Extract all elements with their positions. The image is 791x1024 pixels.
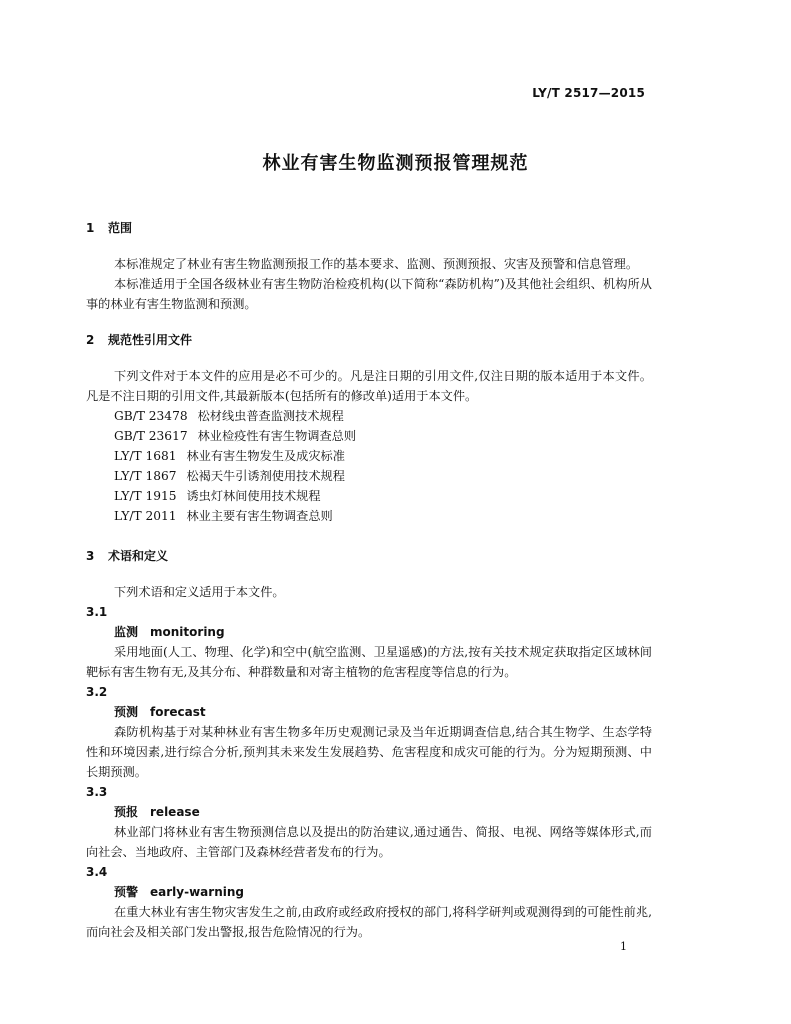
reference-item: [86, 506, 652, 526]
term-definition: 森防机构基于对某种林业有害生物多年历史观测记录及当年近期调查信息,结合其生物学、生态学特性和环境因素,进行综合分析,预判其未来发生发展趋势、危害程度和成灾可能的行为。分为短期预测、中长期预测。: [86, 725, 652, 779]
paragraph: 下列术语和定义适用于本文件。: [114, 585, 285, 599]
reference-title: 林业主要有害生物调查总则: [186, 509, 333, 523]
document-title: 林业有害生物监测预报管理规范: [262, 153, 529, 174]
term-en: early-warning: [150, 885, 244, 899]
reference-title: 林业有害生物发生及成灾标准: [186, 449, 345, 463]
term-en: forecast: [150, 705, 206, 719]
paragraph: 下列文件对于本文件的应用是必不可少的。凡是注日期的引用文件,仅注日期的版本适用于本文件。凡是不注日期的引用文件,其最新版本(包括所有的修改单)适用于本文件。: [86, 369, 652, 403]
page-number: 1: [620, 940, 627, 953]
reference-title: 林业检疫性有害生物调查总则: [197, 429, 357, 443]
section-heading-terms-definitions: [86, 546, 652, 566]
term-zh: 预警: [114, 885, 139, 899]
term-definition: 采用地面(人工、物理、化学)和空中(航空监测、卫星遥感)的方法,按有关技术规定获取指定区域林间靶标有害生物有无,及其分布、种群数量和对寄主植物的危害程度等信息的行为。: [86, 645, 652, 679]
reference-title: 松材线虫普查监测技术规程: [197, 409, 344, 423]
reference-item: [86, 426, 652, 446]
reference-item: [86, 406, 652, 426]
term-en: monitoring: [150, 625, 225, 639]
section-number: 3: [86, 549, 95, 563]
term-number: 3.2: [86, 685, 108, 699]
reference-code: LY/T 2011: [114, 509, 177, 523]
term-number: 3.1: [86, 605, 108, 619]
reference-item: [86, 486, 652, 506]
reference-code: GB/T 23617: [114, 429, 188, 443]
term-definition: 在重大林业有害生物灾害发生之前,由政府或经政府授权的部门,将科学研判或观测得到的可能性前兆,而向社会及相关部门发出警报,报告危险情况的行为。: [86, 905, 652, 939]
reference-code: GB/T 23478: [114, 409, 188, 423]
section-title: 范围: [108, 221, 133, 235]
section-number: 1: [86, 221, 95, 235]
section-number: 2: [86, 333, 95, 347]
term-zh: 预报: [114, 805, 139, 819]
reference-title: 诱虫灯林间使用技术规程: [186, 489, 321, 503]
reference-code: LY/T 1915: [114, 489, 177, 503]
reference-code: LY/T 1681: [114, 449, 177, 463]
paragraph: 本标准适用于全国各级林业有害生物防治检疫机构(以下简称“森防机构”)及其他社会组织、机构所从事的林业有害生物监测和预测。: [86, 277, 652, 311]
term-name: [86, 882, 652, 902]
section-heading-normative-references: [86, 330, 652, 350]
section-heading-scope: [86, 218, 652, 238]
document-code: LY/T 2517—2015: [532, 86, 645, 100]
document-body: [86, 218, 652, 942]
reference-item: [86, 466, 652, 486]
term-name: [86, 702, 652, 722]
reference-code: LY/T 1867: [114, 469, 177, 483]
term-name: [86, 802, 652, 822]
term-name: [86, 622, 652, 642]
paragraph: 本标准规定了林业有害生物监测预报工作的基本要求、监测、预测预报、灾害及预警和信息管理。: [114, 257, 639, 271]
term-number: 3.3: [86, 785, 108, 799]
term-en: release: [150, 805, 200, 819]
term-zh: 监测: [114, 625, 139, 639]
term-definition: 林业部门将林业有害生物预测信息以及提出的防治建议,通过通告、简报、电视、网络等媒体形式,而向社会、当地政府、主管部门及森林经营者发布的行为。: [86, 825, 652, 859]
reference-title: 松褐天牛引诱剂使用技术规程: [186, 469, 345, 483]
reference-item: [86, 446, 652, 466]
section-title: 规范性引用文件: [108, 333, 193, 347]
term-number: 3.4: [86, 865, 108, 879]
section-title: 术语和定义: [108, 549, 169, 563]
term-zh: 预测: [114, 705, 139, 719]
